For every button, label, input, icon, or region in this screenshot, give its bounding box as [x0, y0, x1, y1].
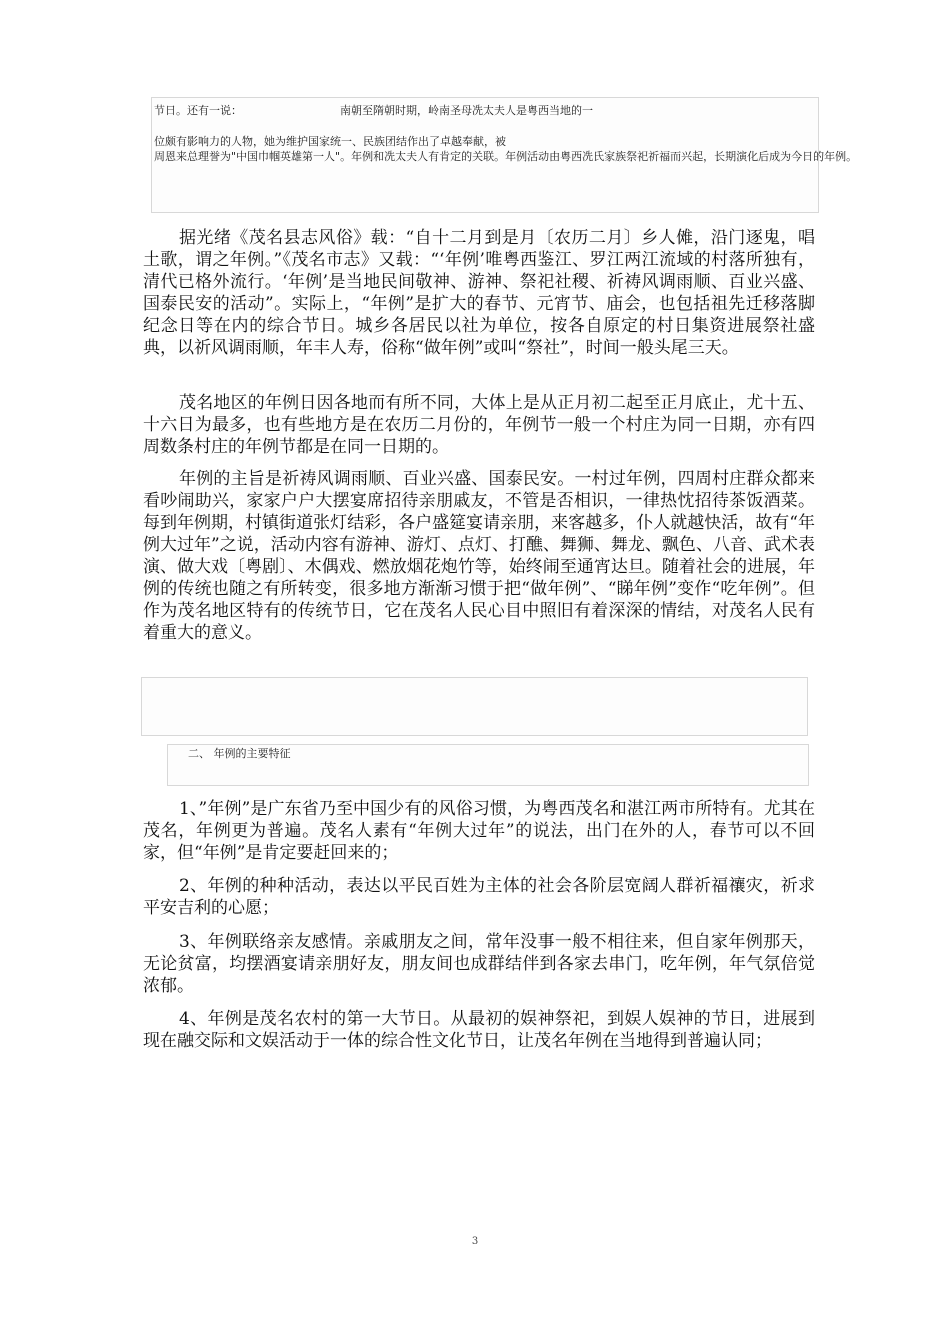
info-line-2: 位颇有影响力的人物，她为维护国家统一、民族团结作出了卓越奉献，被 [154, 135, 506, 148]
paragraph-3: 年例的主旨是祈祷风调雨顺、百业兴盛、国泰民安。一村过年例，四周村庄群众都来看吵闹助兴，家家户户大摆宴席招待亲朋戚友，不管是否相识，一律热忱招待茶饭酒菜。每到年例期，村镇街道张灯结彩，各户盛筵宴请亲朋，来客越多，仆人就越快活，故有“年例大过年”之说，活动内容有游神、游灯、点灯、打醮、舞狮、舞龙、飘色、八音、武术表演、做大戏〔粤剧〕、木偶戏、燃放烟花炮竹等，始终闹至通宵达旦。随着社会的进展，年例的传统也随之有所转变，很多地方渐渐习惯于把“做年例”、“睇年例”变作“吃年例”。但作为茂名地区特有的传统节日，它在茂名人民心目中照旧有着深深的情结，对茂名人民有着重大的意义。 [143, 469, 815, 643]
info-box [151, 97, 858, 213]
info-line-3: 周恩来总理誉为"中国巾帼英雄第一人"。年例和冼太夫人有肯定的关联。年例活动由粤西冼氏家族祭祀祈福而兴起，长期演化后成为今日的年例。 [154, 150, 858, 163]
empty-text-box [141, 677, 808, 736]
section-heading: 二、 年例的主要特征 [188, 747, 291, 760]
page-number: 3 [471, 1236, 479, 1247]
paragraph-2: 茂名地区的年例日因各地而有所不同，大体上是从正月初二起至正月底止，尤十五、十六日为最多，也有些地方是在农历二月份的，年例节一般一个村庄为同一日期，亦有四周数条村庄的年例节都是在同一日期的。 [143, 393, 815, 457]
feature-4: 4、年例是茂名农村的第一大节日。从最初的娱神祭祀，到娱人娱神的节日，进展到现在融交际和文娱活动于一体的综合性文化节日，让茂名年例在当地得到普遍认同； [143, 1009, 815, 1051]
section-heading-box [167, 744, 809, 786]
feature-2: 2、年例的种种活动，表达以平民百姓为主体的社会各阶层宽阔人群祈福禳灾，祈求平安吉利的心愿； [143, 876, 815, 918]
feature-1: 1、”年例”是广东省乃至中国少有的风俗习惯，为粤西茂名和湛江两市所特有。尤其在茂名，年例更为普遍。茂名人素有“年例大过年”的说法，出门在外的人，春节可以不回家，但“年例”是肯定要赶回来的； [143, 799, 815, 863]
paragraph-1: 据光绪《茂名县志风俗》载：“自十二月到是月〔农历二月〕乡人傩，沿门逐鬼，唱土歌，谓之年例。”《茂名市志》又载：“‘年例’唯粤西鉴江、罗江两江流域的村落所独有，清代已格外流行。‘年例’是当地民间敬神、游神、祭祀社稷、祈祷风调雨顺、百业兴盛、国泰民安的活动”。实际上，“年例”是扩大的春节、元宵节、庙会，也包括祖先迁移落脚纪念日等在内的综合节日。城乡各居民以社为单位，按各自原定的村日集资进展祭社盛典，以祈风调雨顺，年丰人寿，俗称“做年例”或叫“祭社”，时间一般头尾三天。 [143, 228, 815, 358]
info-line-1a: 节日。还有一说： [154, 104, 242, 117]
feature-3: 3、年例联络亲友感情。亲戚朋友之间，常年没事一般不相往来，但自家年例那天，无论贫富，均摆酒宴请亲朋好友，朋友间也成群结伴到各家去串门，吃年例，年气氛倍觉浓郁。 [143, 932, 815, 996]
info-line-1b: 南朝至隋朝时期，岭南圣母冼太夫人是粤西当地的一 [340, 104, 593, 117]
